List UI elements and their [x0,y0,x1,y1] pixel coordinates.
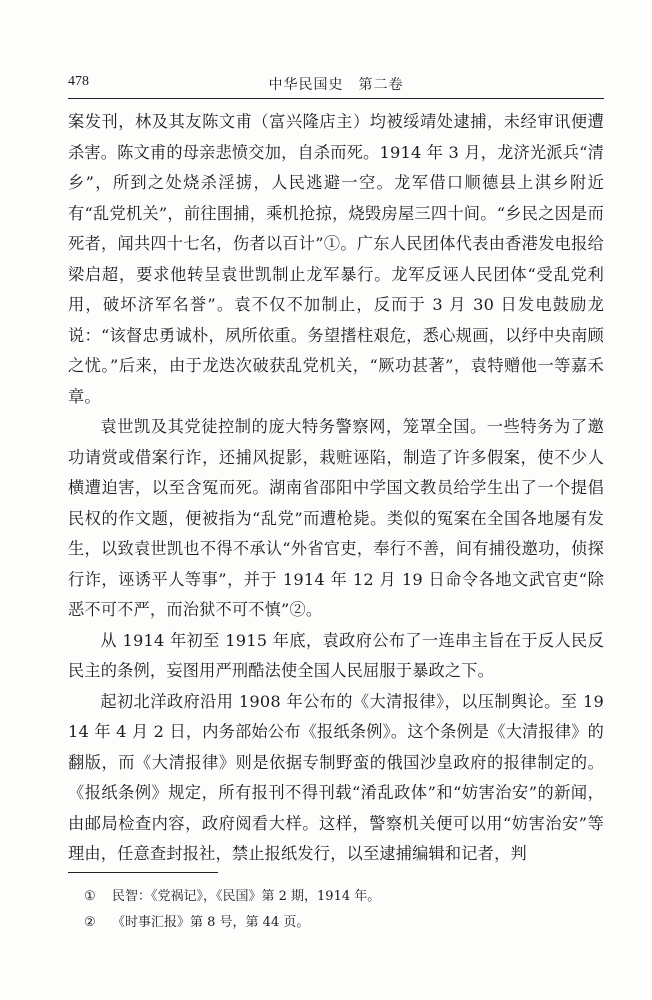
footnote-text: 民智：《党祸记》，《民国》第 2 期，1914 年。 [112,889,381,904]
footnote-text: 《时事汇报》第 8 号，第 44 页。 [112,915,310,930]
footnote-rule [68,872,218,873]
header-rule [68,98,604,99]
paragraph: 袁世凯及其党徒控制的庞大特务警察网，笼罩全国。一些特务为了邀功请赏或借案行诈，还捕风捉影，栽赃诬陷，制造了许多假案，使不少人横遭迫害，以至含冤而死。湖南省邵阳中学国文教员给学生出了一个提倡民权的作文题，便被指为“乱党”而遭枪毙。类似的冤案在全国各地屡有发生，以致袁世凯也不得不承认“外省官吏，奉行不善，间有捕役邀功，侦探行诈，诬诱平人等事”，并于 1914 年 12 月 19 日命令各地文武官吏“除恶不可不严，而治狱不可不慎”②。 [68,417,604,619]
footnote-mark: ① [84,889,96,904]
footnote [84,884,604,910]
paragraph: 起初北洋政府沿用 1908 年公布的《大清报律》，以压制舆论。至 1914 年 4 月 2 日，内务部始公布《报纸条例》。这个条例是《大清报律》的翻版，而《大清报律》则是依据专制野蛮的俄国沙皇政府的报律制定的。《报纸条例》规定，所有报刊不得刊载“淆乱政体”和“妨害治安”的新闻，由邮局检查内容，政府阅看大样。这样，警察机关便可以用“妨害治安”等理由，任意查封报社，禁止报纸发行，以至逮捕编辑和记者，判 [68,691,604,863]
footnotes [84,884,604,936]
paragraph: 案发刊，林及其友陈文甫（富兴隆店主）均被绥靖处逮捕，未经审讯便遭杀害。陈文甫的母亲悲愤交加，自杀而死。1914 年 3 月，龙济光派兵“清乡”，所到之处烧杀淫掳，人民逃避一空。龙军借口顺德县上淇乡附近有“乱党机关”，前往围捕，乘机抢掠，烧毁房屋三四十间。“乡民之因是而死者，闻共四十七名，伤者以百计”①。广东人民团体代表由香港发电报给梁启超，要求他转呈袁世凯制止龙军暴行。龙军反诬人民团体“受乱党利用，破坏济军名誉”。袁不仅不加制止，反而于 3 月 30 日发电鼓励龙说：“该督忠勇诚朴，夙所依重。务望搘柱艰危，悉心规画，以纾中央南顾之忧。”后来，由于龙迭次破获乱党机关，“厥功甚著”，袁特赠他一等嘉禾章。 [68,112,604,406]
body-text [68,107,604,870]
page-number: 478 [68,74,89,89]
running-title: 中华民国史 第二卷 [268,77,404,93]
footnote [84,910,604,936]
footnote-mark: ② [84,915,96,930]
page-header [68,74,604,94]
paragraph: 从 1914 年初至 1915 年底，袁政府公布了一连串主旨在于反人民反民主的条例，妄图用严刑酷法使全国人民屈服于暴政之下。 [68,630,604,680]
